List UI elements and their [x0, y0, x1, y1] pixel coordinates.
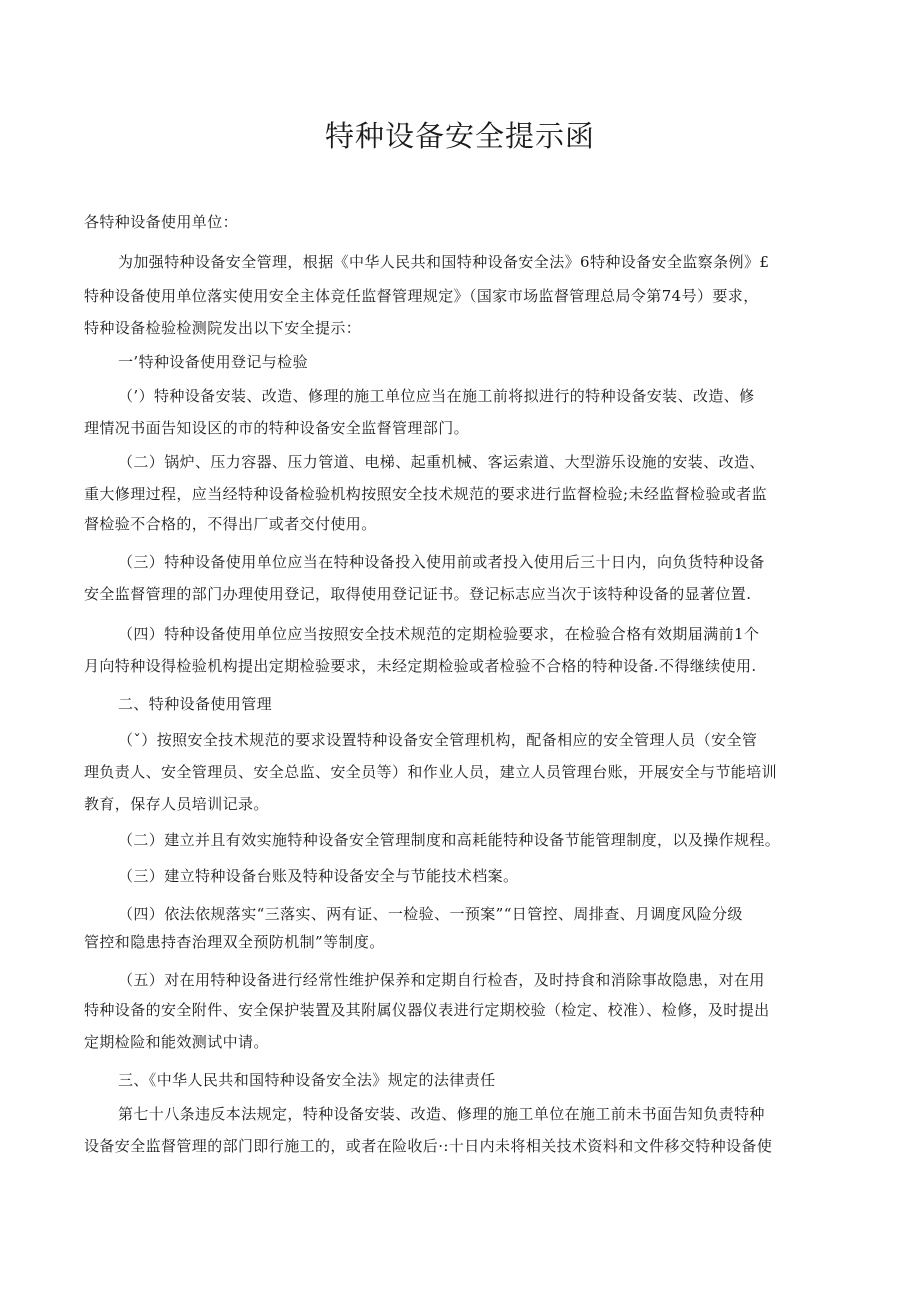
section2-p2: （二）建立并且有效实施特种设备安全管理制度和高耗能特种设备节能管理制度，以及操作规程。: [118, 831, 781, 849]
section2-p1-line-3: 教育，保存人员培训记录。: [84, 795, 269, 813]
section3-p1-line-1: 第七十八条违反本法规定，特种设备安装、改造、修理的施工单位在施工前未书面告知负责特种: [118, 1105, 765, 1123]
section1-p1-line-1: （’）特种设备安装、改造、修理的施工单位应当在施工前将拟进行的特种设备安装、改造、修: [118, 387, 755, 405]
section3-heading: 三、《中华人民共和国特种设备安全法》规定的法律责任: [118, 1071, 496, 1089]
section2-p5-line-1: （五）对在用特种设备进行经常性维护保养和定期自行检杳，及时持食和消除事故隐患，对在用: [118, 971, 765, 989]
section3-p1-line-2: 设备安全监督管理的部门即行施工的，或者在险收后·:十日内未将相关技术资料和文件移交特种设备使: [84, 1137, 773, 1155]
section2-p5-line-3: 定期检险和能效测试中请。: [84, 1033, 269, 1051]
section1-heading: 一’特种设备使用登记与检验: [118, 353, 308, 371]
intro-line-1: 为加强特种设备安全管理，根据《中华人民共和国特种设备安全法》6特种设备安全监察条例》£: [118, 253, 770, 271]
salutation: 各特种设备使用单位：: [84, 213, 239, 231]
section2-heading: 二、特种设备使用管理: [118, 695, 273, 713]
section2-p4-line-2: 管控和隐患持杳治理双全预防机制”等制度。: [84, 933, 385, 951]
section1-p1-line-2: 理情况书面告知设区的市的特种设备安全监督管理部门。: [84, 419, 470, 437]
section1-p2-line-2: 重大修理过程，应当经特种设备检验机构按照安全技术规范的要求进行监督检验;未经监督检验或者监: [84, 485, 768, 503]
section1-p2-line-1: （二）锅炉、压力容器、压力管道、电梯、起重机械、客运索道、大型游乐设施的安装、改造、: [118, 453, 765, 471]
section2-p1-line-1: （ˇ）按照安全技术规范的要求设置特种设备安全管理机构，配备相应的安全管理人员（安全管: [118, 731, 758, 749]
intro-line-2: 特种设备使用单位落实使用安全主体竞任监督管理规定》（国家市场监督管理总局令第74号）要求，: [84, 287, 759, 305]
section1-p4-line-1: （四）特种设备使用单位应当按照安全技术规范的定期检验要求，在检验合格有效期届满前1个: [118, 625, 760, 643]
section2-p3: （三）建立特种设备台账及特种设备安全与节能技术档案。: [118, 867, 519, 885]
document-title: 特种设备安全提示函: [324, 119, 595, 153]
section1-p3-line-1: （三）特种设备使用单位应当在特种设备投入使用前或者投入使用后三十日内，向负货特种设备: [118, 553, 765, 571]
section2-p1-line-2: 理负责人、安全管理员、安全总监、安全员等）和作业人员，建立人员管理台账，开展安全与节能培训: [84, 763, 778, 781]
section2-p4-line-1: （四）依法依规落实“三落实、两有证、一检验、一预案”“日管控、周排查、月调度风险分级: [118, 905, 743, 923]
intro-line-3: 特种设备检验检测院发出以下安全提示：: [84, 319, 362, 337]
section1-p4-line-2: 月向特种设得检验机构提出定期检验要求，未经定期检验或者检验不合格的特种设备.不得继续使用.: [84, 657, 757, 675]
section2-p5-line-2: 特种设备的安全附件、安全保护装置及其附属仪器仪表进行定期校验（检定、校准）、检修，及时提出: [84, 1001, 770, 1019]
section1-p2-line-3: 督检验不合格的，不得出厂或者交付使用。: [84, 515, 377, 533]
section1-p3-line-2: 安全监督管理的部门办理使用登记，取得使用登记证书。登记标志应当次于该特种设备的显著位置.: [84, 585, 752, 603]
